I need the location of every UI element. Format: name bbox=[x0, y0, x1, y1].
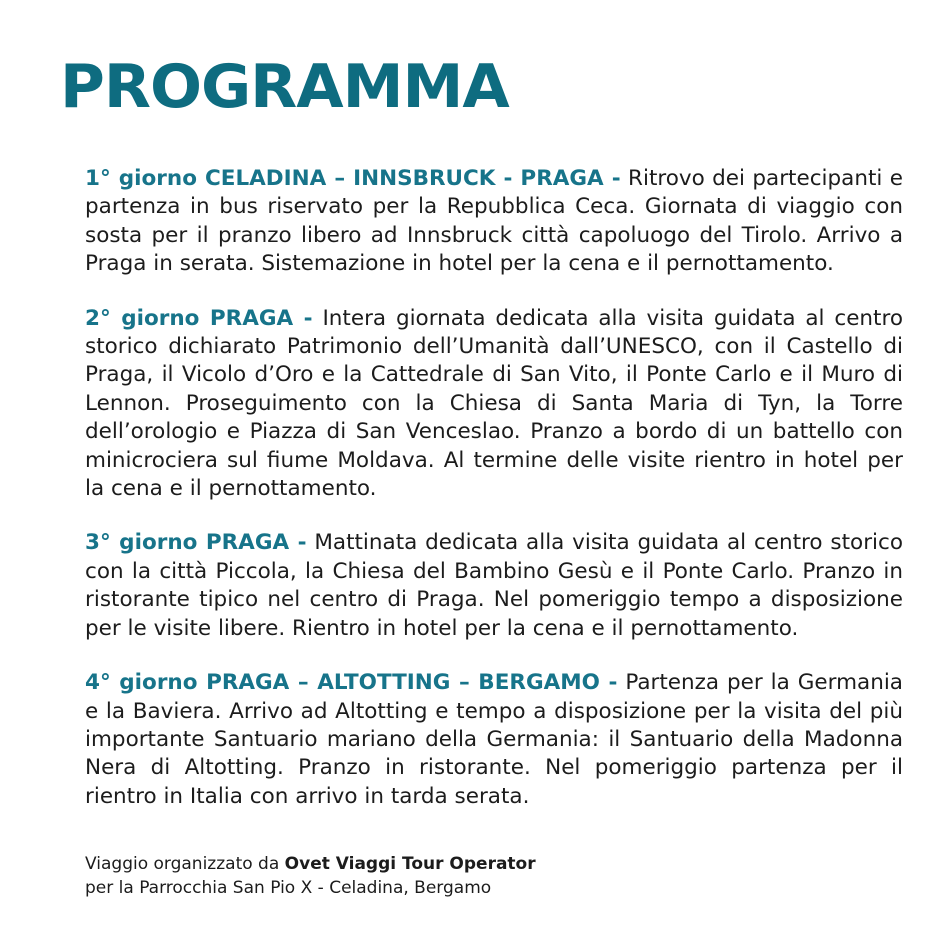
organizer-name: Ovet Viaggi Tour Operator bbox=[284, 854, 536, 874]
day-3-heading: 3° giorno PRAGA - bbox=[85, 530, 307, 556]
day-1-heading: 1° giorno CELADINA – INNSBRUCK - PRAGA - bbox=[85, 166, 621, 191]
day-4-paragraph bbox=[85, 669, 903, 811]
footer-line-2: per la Parrocchia San Pio X - Celadina, Bergamo bbox=[85, 878, 492, 898]
day-4-heading: 4° giorno PRAGA – ALTOTTING – BERGAMO - bbox=[85, 670, 618, 696]
day-3-description: Mattinata dedicata alla visita guidata al centro storico con la città Piccola, la Chiesa del Bambino Gesù e il Ponte Carlo. Pranzo in ristorante tipico nel centro di Praga. Nel pomeriggio tempo a disposizione per le visite libere. Rientro in hotel per la cena e il pernottamento. bbox=[85, 530, 903, 641]
day-2-heading: 2° giorno PRAGA - bbox=[85, 305, 313, 331]
day-1-paragraph bbox=[85, 165, 903, 279]
organizer-footer bbox=[85, 852, 536, 900]
day-3-paragraph bbox=[85, 529, 903, 643]
footer-prefix: Viaggio organizzato da bbox=[85, 854, 280, 874]
day-4-description: Partenza per la Germania e la Baviera. Arrivo ad Altotting e tempo a disposizione per la visita del più importante Santuario mariano della Germania: il Santuario della Madonna Nera di Altotting. Pranzo in ristorante. Nel pomeriggio partenza per il rientro in Italia con arrivo in tarda serata. bbox=[85, 670, 903, 809]
day-1-description: Ritrovo dei partecipanti e partenza in bus riservato per la Repubblica Ceca. Giornata di viaggio con sosta per il pranzo libero ad Innsbruck città capoluogo del Tirolo. Arrivo a Praga in serata. Sistemazione in hotel per la cena e il pernottamento. bbox=[85, 166, 903, 277]
day-2-paragraph bbox=[85, 305, 903, 504]
programme-list bbox=[85, 165, 903, 837]
page-title: PROGRAMMA bbox=[60, 52, 509, 122]
day-2-description: Intera giornata dedicata alla visita guidata al centro storico dichiarato Patrimonio dell’Umanità dall’UNESCO, con il Castello di Praga, il Vicolo d’Oro e la Cattedrale di San Vito, il Ponte Carlo e il Muro di Lennon. Proseguimento con la Chiesa di Santa Maria di Tyn, la Torre dell’orologio e Piazza di San Venceslao. Pranzo a bordo di un battello con minicrociera sul fiume Moldava. Al termine delle visite rientro in hotel per la cena e il pernottamento. bbox=[85, 305, 903, 502]
footer-line-1 bbox=[85, 852, 536, 876]
